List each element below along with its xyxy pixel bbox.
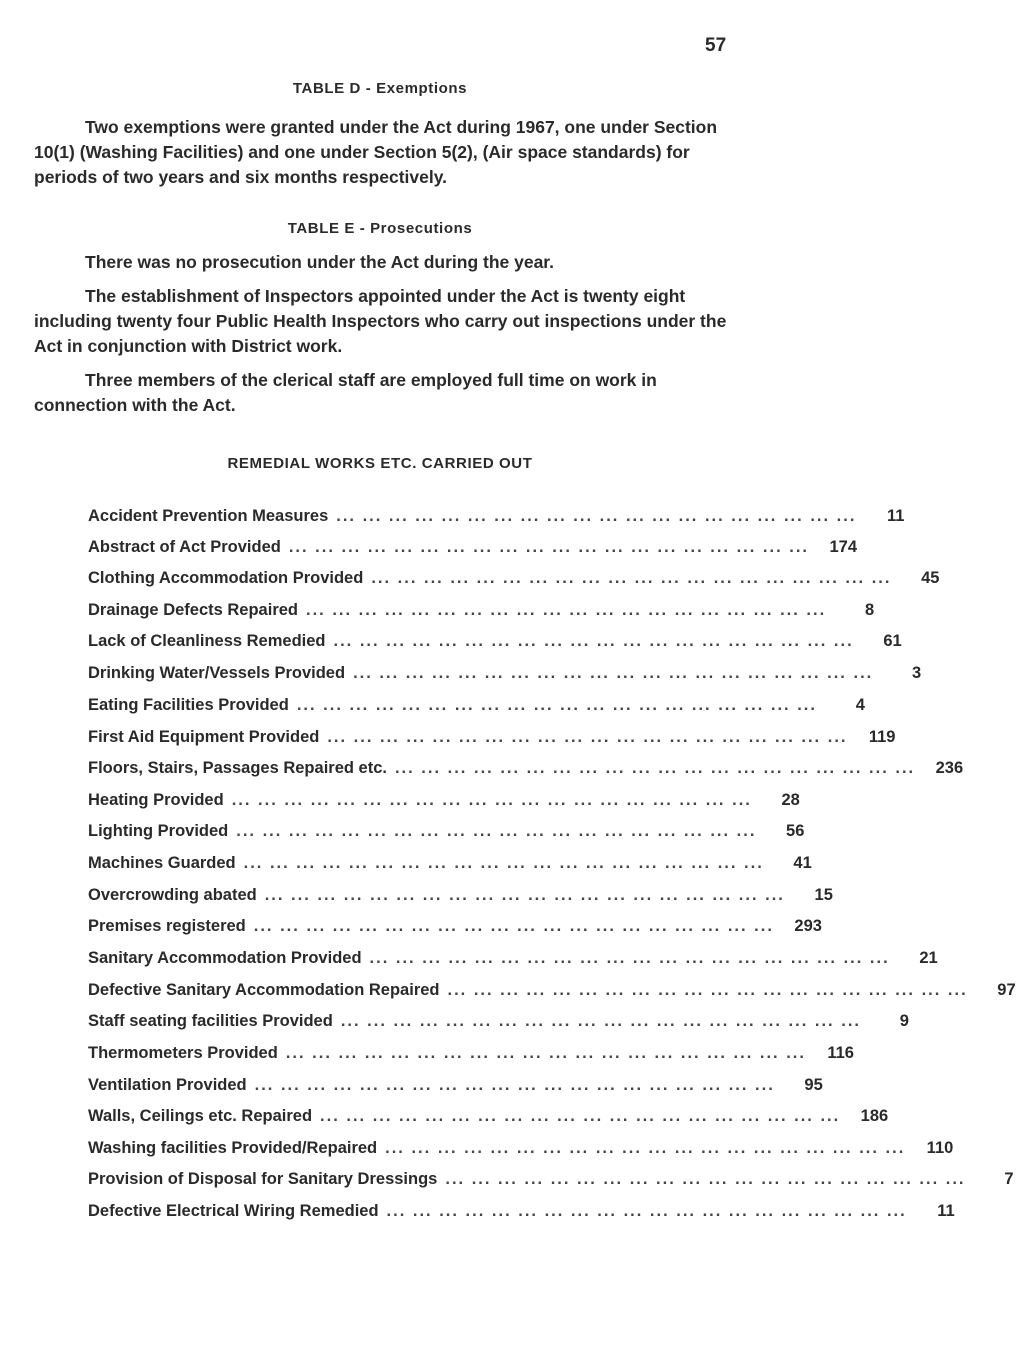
dot-leader: ... ... ... ... ... ... ... ... ... ... ... ... ... ... ... ... ... ... ... ... (447, 981, 968, 999)
row-label: Eating Facilities Provided (88, 696, 289, 714)
dot-leader: ... ... ... ... ... ... ... ... ... ... ... ... ... ... ... ... ... ... ... ... (306, 601, 827, 619)
table-row (88, 822, 805, 848)
dot-leader: ... ... ... ... ... ... ... ... ... ... ... ... ... ... ... ... ... ... ... ... (371, 569, 892, 587)
row-label: Staff seating facilities Provided (88, 1012, 333, 1030)
row-value: 56 (786, 822, 805, 840)
row-label: Provision of Disposal for Sanitary Dressings (88, 1170, 438, 1188)
table-d-heading: TABLE D - Exemptions (292, 80, 468, 97)
dot-leader: ... ... ... ... ... ... ... ... ... ... ... ... ... ... ... ... ... ... ... ... (231, 791, 752, 809)
dot-leader: ... ... ... ... ... ... ... ... ... ... ... ... ... ... ... ... ... ... ... ... (340, 1012, 861, 1030)
table-row (88, 632, 902, 658)
remedial-works-heading: REMEDIAL WORKS ETC. CARRIED OUT (227, 455, 533, 472)
row-label: Heating Provided (88, 791, 224, 809)
row-label: Ventilation Provided (88, 1076, 247, 1094)
table-row (88, 664, 922, 690)
row-value: 9 (899, 1012, 909, 1030)
table-row (88, 507, 905, 533)
table-row (88, 854, 812, 880)
table-row (88, 759, 964, 785)
row-label: Washing facilities Provided/Repaired (88, 1139, 378, 1157)
dot-leader: ... ... ... ... ... ... ... ... ... ... ... ... ... ... ... ... ... ... ... ... (386, 1202, 907, 1220)
dot-leader: ... ... ... ... ... ... ... ... ... ... ... ... ... ... ... ... ... ... ... ... (320, 1107, 841, 1125)
row-value: 28 (781, 791, 800, 809)
dot-leader: ... ... ... ... ... ... ... ... ... ... ... ... ... ... ... ... ... ... ... ... (336, 507, 857, 525)
dot-leader: ... ... ... ... ... ... ... ... ... ... ... ... ... ... ... ... ... ... ... ... (236, 822, 757, 840)
table-e-paragraph-1: There was no prosecution under the Act during the year. (85, 252, 555, 272)
table-e-paragraph-2: The establishment of Inspectors appointed under the Act is twenty eight including twenty four Public Health Inspectors who carry out inspections under the Act in conjunction with District work. (34, 286, 727, 356)
row-label: Walls, Ceilings etc. Repaired (88, 1107, 313, 1125)
table-row (88, 886, 833, 912)
row-value: 61 (883, 632, 902, 650)
row-value: 21 (919, 949, 938, 967)
row-label: Accident Prevention Measures (88, 507, 329, 525)
row-label: Floors, Stairs, Passages Repaired etc. (88, 759, 387, 777)
table-row (88, 1076, 823, 1102)
row-label: Machines Guarded (88, 854, 236, 872)
row-value: 4 (855, 696, 865, 714)
row-label: Drinking Water/Vessels Provided (88, 664, 346, 682)
dot-leader: ... ... ... ... ... ... ... ... ... ... ... ... ... ... ... ... ... ... ... ... (327, 728, 848, 746)
row-value: 7 (1004, 1170, 1014, 1188)
dot-leader: ... ... ... ... ... ... ... ... ... ... ... ... ... ... ... ... ... ... ... ... (445, 1170, 966, 1188)
table-e-paragraph-3: Three members of the clerical staff are employed full time on work in connection with the Act. (34, 370, 657, 415)
table-row (88, 981, 1016, 1007)
dot-leader: ... ... ... ... ... ... ... ... ... ... ... ... ... ... ... ... ... ... ... ... (333, 632, 854, 650)
dot-leader: ... ... ... ... ... ... ... ... ... ... ... ... ... ... ... ... ... ... ... ... (243, 854, 764, 872)
row-value: 293 (794, 917, 822, 935)
table-d-text: Two exemptions were granted under the Act during 1967, one under Section 10(1) (Washing Facilities) and one under Section 5(2), (Air space standards) for periods of two years and six months respectively. (34, 117, 718, 187)
page-number: 57 (705, 35, 727, 56)
row-label: Premises registered (88, 917, 246, 935)
row-value: 116 (827, 1044, 854, 1062)
table-row (88, 1012, 909, 1038)
dot-leader: ... ... ... ... ... ... ... ... ... ... ... ... ... ... ... ... ... ... ... ... (264, 886, 785, 904)
table-row (88, 728, 896, 754)
row-label: Defective Electrical Wiring Remedied (88, 1202, 379, 1220)
row-label: Lack of Cleanliness Remedied (88, 632, 326, 650)
row-value: 97 (997, 981, 1016, 999)
table-row (88, 696, 865, 722)
row-value: 174 (829, 538, 857, 556)
dot-leader: ... ... ... ... ... ... ... ... ... ... ... ... ... ... ... ... ... ... ... ... (253, 917, 774, 935)
row-value: 3 (912, 664, 922, 682)
table-row (88, 1107, 889, 1133)
row-label: Sanitary Accommodation Provided (88, 949, 362, 967)
dot-leader: ... ... ... ... ... ... ... ... ... ... ... ... ... ... ... ... ... ... ... ... (394, 759, 916, 777)
dot-leader: ... ... ... ... ... ... ... ... ... ... ... ... ... ... ... ... ... ... ... ... (353, 664, 874, 682)
table-row (88, 601, 875, 627)
row-label: Drainage Defects Repaired (88, 601, 298, 619)
table-row (88, 917, 822, 943)
table-row (88, 569, 940, 595)
table-row (88, 949, 938, 975)
row-value: 119 (868, 728, 896, 746)
row-value: 11 (937, 1202, 955, 1220)
dot-leader: ... ... ... ... ... ... ... ... ... ... ... ... ... ... ... ... ... ... ... ... (369, 949, 890, 967)
row-label: Overcrowding abated (88, 886, 257, 904)
row-value: 186 (860, 1107, 889, 1125)
row-value: 110 (926, 1139, 954, 1157)
row-value: 41 (793, 854, 812, 872)
dot-leader: ... ... ... ... ... ... ... ... ... ... ... ... ... ... ... ... ... ... ... ... (254, 1076, 775, 1094)
row-label: Lighting Provided (88, 822, 229, 840)
table-row (88, 1044, 854, 1070)
table-row (88, 1139, 954, 1165)
table-row (88, 1170, 1014, 1196)
row-value: 11 (886, 507, 905, 525)
table-row (88, 791, 800, 817)
row-label: Thermometers Provided (88, 1044, 278, 1062)
dot-leader: ... ... ... ... ... ... ... ... ... ... ... ... ... ... ... ... ... ... ... ... (385, 1139, 906, 1157)
dot-leader: ... ... ... ... ... ... ... ... ... ... ... ... ... ... ... ... ... ... ... ... (285, 1044, 806, 1062)
dot-leader: ... ... ... ... ... ... ... ... ... ... ... ... ... ... ... ... ... ... ... ... (288, 538, 809, 556)
table-row (88, 538, 857, 564)
table-e-heading: TABLE E - Prosecutions (287, 220, 473, 237)
row-label: Defective Sanitary Accommodation Repaired (88, 981, 440, 999)
dot-leader: ... ... ... ... ... ... ... ... ... ... ... ... ... ... ... ... ... ... ... ... (296, 696, 817, 714)
row-label: Abstract of Act Provided (88, 538, 281, 556)
row-value: 8 (864, 601, 875, 619)
row-label: Clothing Accommodation Provided (88, 569, 364, 587)
row-value: 95 (804, 1076, 823, 1094)
row-value: 45 (921, 569, 940, 587)
table-row (88, 1202, 955, 1228)
row-label: First Aid Equipment Provided (88, 728, 320, 746)
row-value: 15 (814, 886, 833, 904)
row-value: 236 (935, 759, 964, 777)
